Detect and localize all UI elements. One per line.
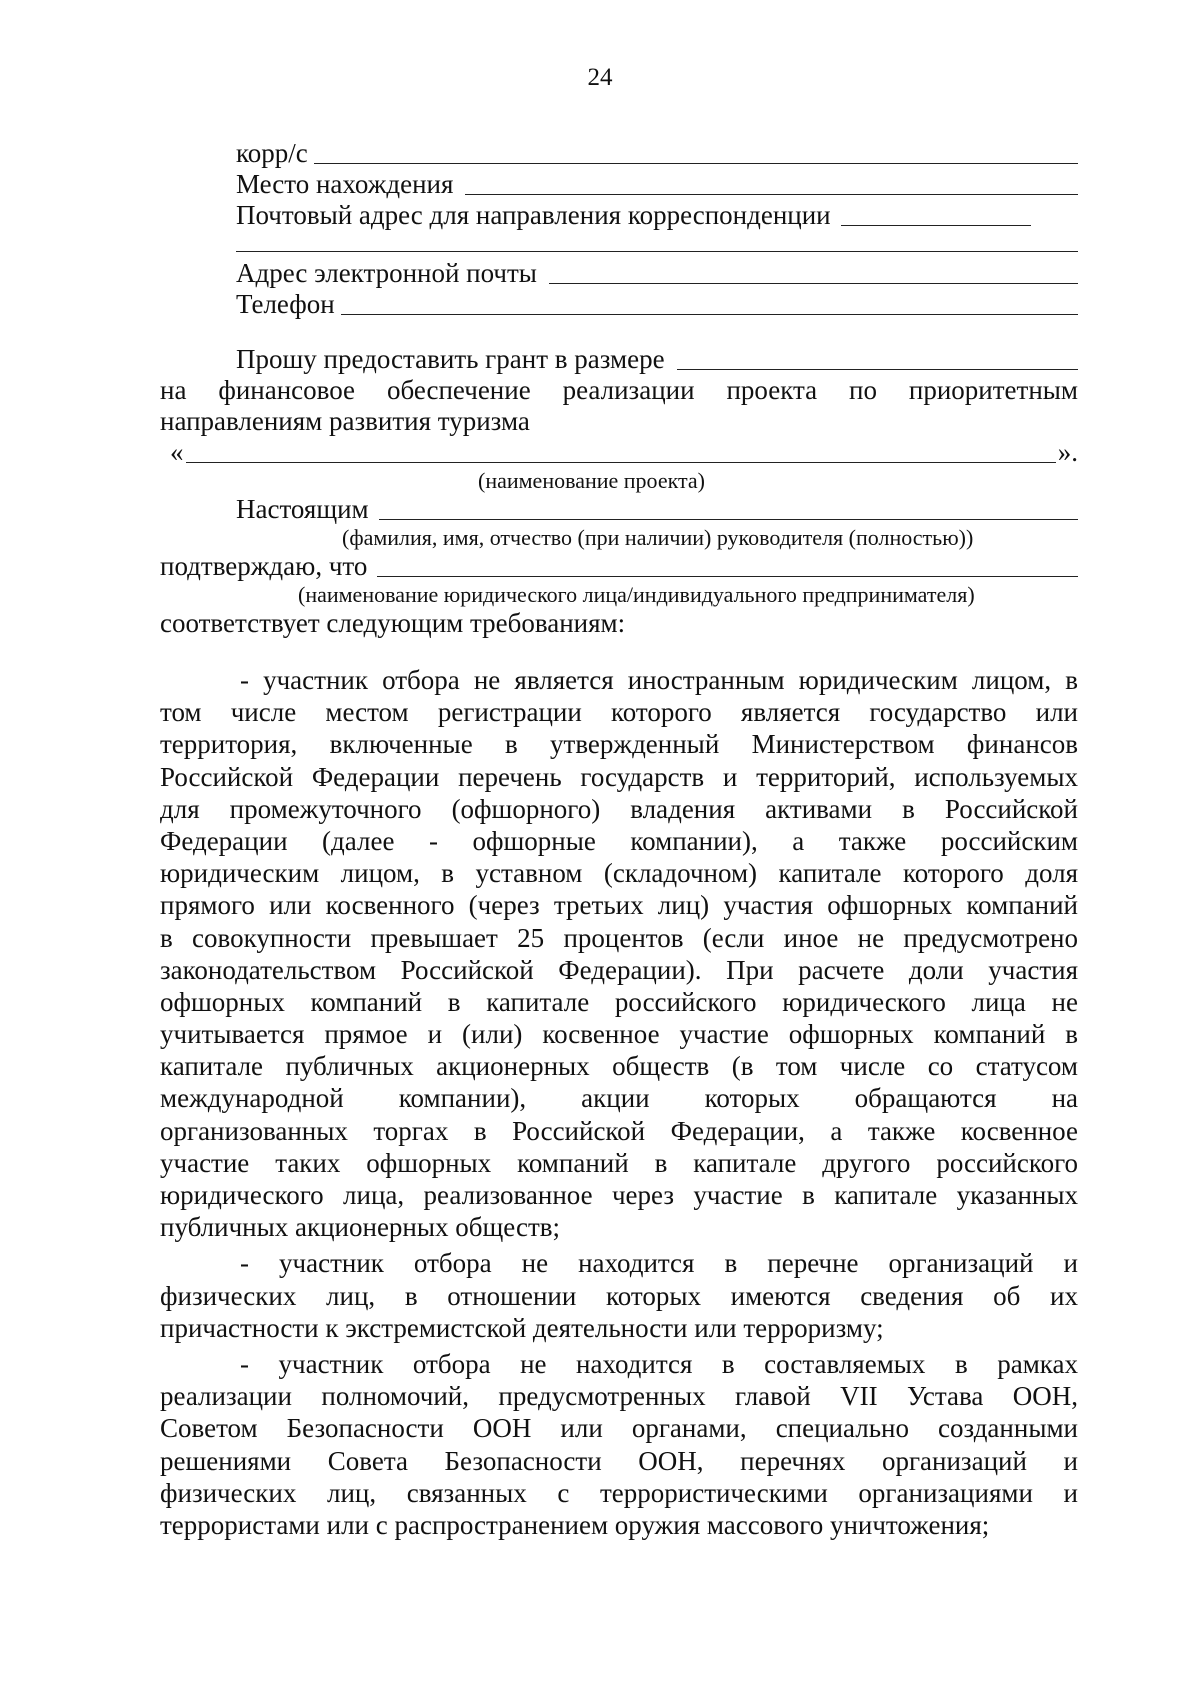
text-line: прямого или косвенного (через третьих лиц) участия офшорных компаний	[160, 890, 1078, 921]
phone-label: Телефон	[236, 289, 335, 319]
email-field[interactable]	[549, 283, 1078, 284]
text-line: реализации полномочий, предусмотренных главой VII Устава ООН,	[160, 1381, 1078, 1412]
corr-account-field[interactable]	[314, 163, 1078, 164]
location-row	[160, 169, 1078, 200]
postal-address-field[interactable]	[841, 225, 1031, 226]
head-name-caption: (фамилия, имя, отчество (при наличии) руководителя (полностью))	[342, 525, 974, 550]
corr-account-row	[160, 138, 1078, 169]
hereby-label: Настоящим	[236, 494, 369, 524]
text-line: - участник отбора не находится в перечне организаций и	[240, 1248, 1078, 1279]
project-name-field[interactable]	[186, 462, 1056, 463]
email-label: Адрес электронной почты	[236, 258, 537, 288]
grant-amount-field[interactable]	[677, 369, 1078, 370]
requirements-intro: соответствует следующим требованиям:	[160, 608, 626, 638]
text-line: Федерации (далее - офшорные компании), а также российским	[160, 825, 1078, 856]
postal-address-row	[160, 200, 1078, 231]
application-form	[160, 138, 1078, 639]
head-name-field[interactable]	[379, 519, 1078, 520]
requirement-offshore	[160, 664, 1078, 1243]
text-line: юридического лица, реализованное через участие в капитале указанных	[160, 1180, 1078, 1210]
entity-name-field[interactable]	[377, 576, 1078, 577]
text-line: Российской Федерации перечень государств и территорий, используемых	[160, 761, 1078, 792]
grant-amount-row	[160, 344, 1078, 375]
text-line: территория, включенные в утвержденный Министерством финансов	[160, 729, 1078, 760]
grant-purpose-line-2: направлениям развития туризма	[160, 406, 530, 436]
confirm-label: подтверждаю, что	[160, 551, 368, 581]
postal-address-label: Почтовый адрес для направления корреспонденции	[236, 200, 831, 230]
text-line: террористами или с распространением оружия массового уничтожения;	[160, 1509, 990, 1540]
text-line: - участник отбора не является иностранным юридическим лицом, в	[240, 665, 1078, 695]
text-line: для промежуточного (офшорного) владения активами в Российской	[160, 793, 1078, 824]
corr-account-label: корр/с	[236, 138, 308, 168]
text-line: том числе местом регистрации которого является государство или	[160, 697, 1078, 728]
requirement-extremism	[160, 1247, 1078, 1344]
text-line: учитывается прямое и (или) косвенное участие офшорных компаний в	[160, 1019, 1078, 1050]
text-line: международной компании), акции которых обращаются на	[160, 1083, 1078, 1114]
grant-amount-label: Прошу предоставить грант в размере	[236, 344, 665, 374]
entity-name-row	[160, 551, 1078, 582]
text-line: юридическим лицом, в уставном (складочном) капитале которого доля	[160, 858, 1078, 889]
email-row	[160, 258, 1078, 289]
head-name-row	[160, 494, 1078, 525]
text-line: причастности к экстремистской деятельности или терроризму;	[160, 1312, 884, 1343]
requirements-body	[160, 664, 1078, 1541]
text-line: Советом Безопасности ООН или органами, специально созданными	[160, 1413, 1078, 1444]
text-line: физических лиц, в отношении которых имеются сведения об их	[160, 1280, 1078, 1311]
text-line: физических лиц, связанных с террористическими организациями и	[160, 1477, 1078, 1508]
postal-address-continuation-field[interactable]	[236, 231, 1078, 252]
text-line: в совокупности превышает 25 процентов (если иное не предусмотрено	[160, 922, 1078, 953]
project-name-caption: (наименование проекта)	[478, 468, 705, 493]
project-name-row	[160, 437, 1078, 468]
phone-row	[160, 289, 1078, 320]
text-line: - участник отбора не находится в составляемых в рамках	[240, 1348, 1078, 1379]
grant-purpose-line: на финансовое обеспечение реализации проекта по приоритетным	[160, 375, 1078, 405]
page-number: 24	[587, 64, 613, 91]
text-line: участие таких офшорных компаний в капитале другого российского	[160, 1147, 1078, 1178]
text-line: законодательством Российской Федерации). При расчете доли участия	[160, 954, 1078, 985]
text-line: организованных торгах в Российской Федерации, а также косвенное	[160, 1115, 1078, 1146]
quote-close: ».	[1057, 437, 1078, 467]
quote-open: «	[170, 437, 184, 467]
text-line: капитале публичных акционерных обществ (в том числе со статусом	[160, 1051, 1078, 1082]
location-label: Место нахождения	[236, 169, 454, 199]
location-field[interactable]	[465, 194, 1078, 195]
text-line: офшорных компаний в капитале российского юридического лица не	[160, 986, 1078, 1017]
requirement-un-sanctions	[160, 1348, 1078, 1541]
entity-name-caption: (наименование юридического лица/индивидуального предпринимателя)	[298, 582, 975, 607]
text-line: решениями Совета Безопасности ООН, перечнях организаций и	[160, 1445, 1078, 1476]
text-line: публичных акционерных обществ;	[160, 1212, 560, 1243]
phone-field[interactable]	[341, 314, 1078, 315]
